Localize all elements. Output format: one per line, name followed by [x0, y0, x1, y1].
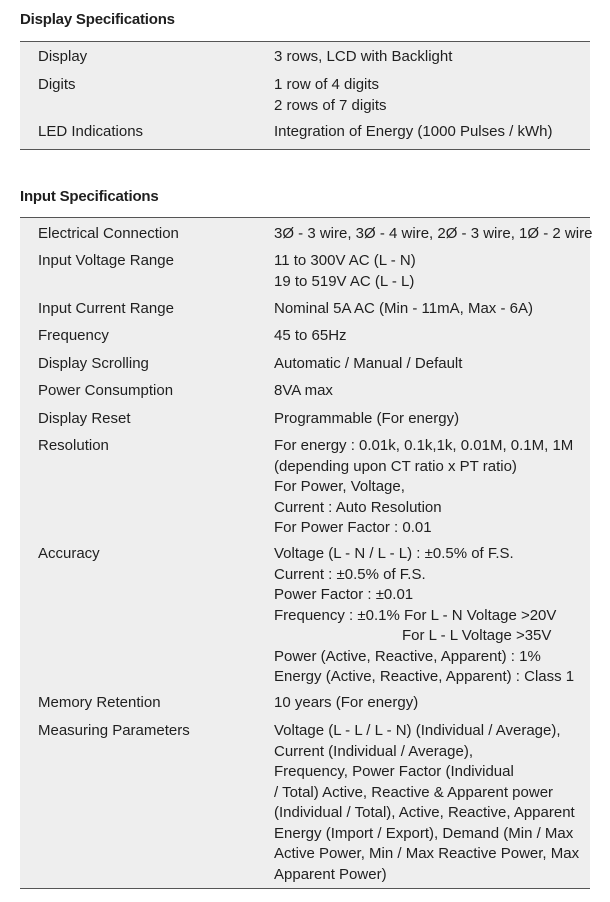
display-bottom-rule — [20, 149, 590, 150]
spec-value: 3 rows, LCD with Backlight — [274, 48, 453, 65]
input-bottom-rule — [20, 888, 590, 889]
spec-value: Nominal 5A AC (Min - 11mA, Max - 6A) — [274, 300, 533, 317]
spec-value: Integration of Energy (1000 Pulses / kWh) — [274, 123, 553, 140]
spec-label: Input Voltage Range — [38, 252, 174, 269]
spec-label: Frequency — [38, 327, 109, 344]
spec-value: For energy : 0.01k, 0.1k,1k, 0.01M, 0.1M, 1M (depending upon CT ratio x PT ratio) For Power, Voltage, Current : Auto Resolution For Power Factor : 0.01 — [274, 437, 574, 536]
display-specifications-title: Display Specifications — [20, 11, 175, 28]
spec-value: Voltage (L - L / L - N) (Individual / Average), Current (Individual / Average), Frequency, Power Factor (Individual / Total) Active, Reactive & Apparent power (Individual / Total), Active, Reactive, Apparent Energy (Import / Export), Demand (Min / Max Active Power, Min / Max Reactive Power, Max Apparent Power) — [274, 722, 580, 883]
spec-value: 8VA max — [274, 382, 333, 399]
spec-label: LED Indications — [38, 123, 144, 140]
display-specifications-table — [20, 42, 590, 149]
spec-label: Electrical Connection — [38, 225, 179, 242]
spec-value: 45 to 65Hz — [274, 327, 347, 344]
spec-label: Accuracy — [38, 545, 100, 562]
spec-value: 3Ø - 3 wire, 3Ø - 4 wire, 2Ø - 3 wire, 1Ø - 2 wire — [274, 225, 593, 242]
spec-label: Display — [38, 48, 88, 65]
spec-label: Memory Retention — [38, 694, 161, 711]
input-specifications-table — [20, 218, 593, 888]
spec-label: Display Scrolling — [38, 355, 149, 372]
spec-label: Power Consumption — [38, 382, 174, 399]
spec-value: Programmable (For energy) — [274, 410, 460, 427]
spec-value: Voltage (L - N / L - L) : ±0.5% of F.S. Current : ±0.5% of F.S. Power Factor : ±0.01 Frequency : ±0.1% For L - N Voltage >20V For L - L Voltage >35V Power (Active, Reactive, Apparent) : 1% Energy (Active, Reactive, Apparent) : Class 1 — [274, 545, 575, 685]
spec-value: 1 row of 4 digits 2 rows of 7 digits — [274, 76, 387, 114]
spec-label: Input Current Range — [38, 300, 174, 317]
spec-value: Automatic / Manual / Default — [274, 355, 463, 372]
spec-label: Digits — [38, 76, 76, 93]
spec-label: Resolution — [38, 437, 109, 454]
input-specifications-title: Input Specifications — [20, 188, 159, 205]
spec-value: 10 years (For energy) — [274, 694, 419, 711]
spec-value: 11 to 300V AC (L - N) 19 to 519V AC (L - L) — [274, 252, 416, 290]
spec-label: Display Reset — [38, 410, 131, 427]
spec-label: Measuring Parameters — [38, 722, 190, 739]
